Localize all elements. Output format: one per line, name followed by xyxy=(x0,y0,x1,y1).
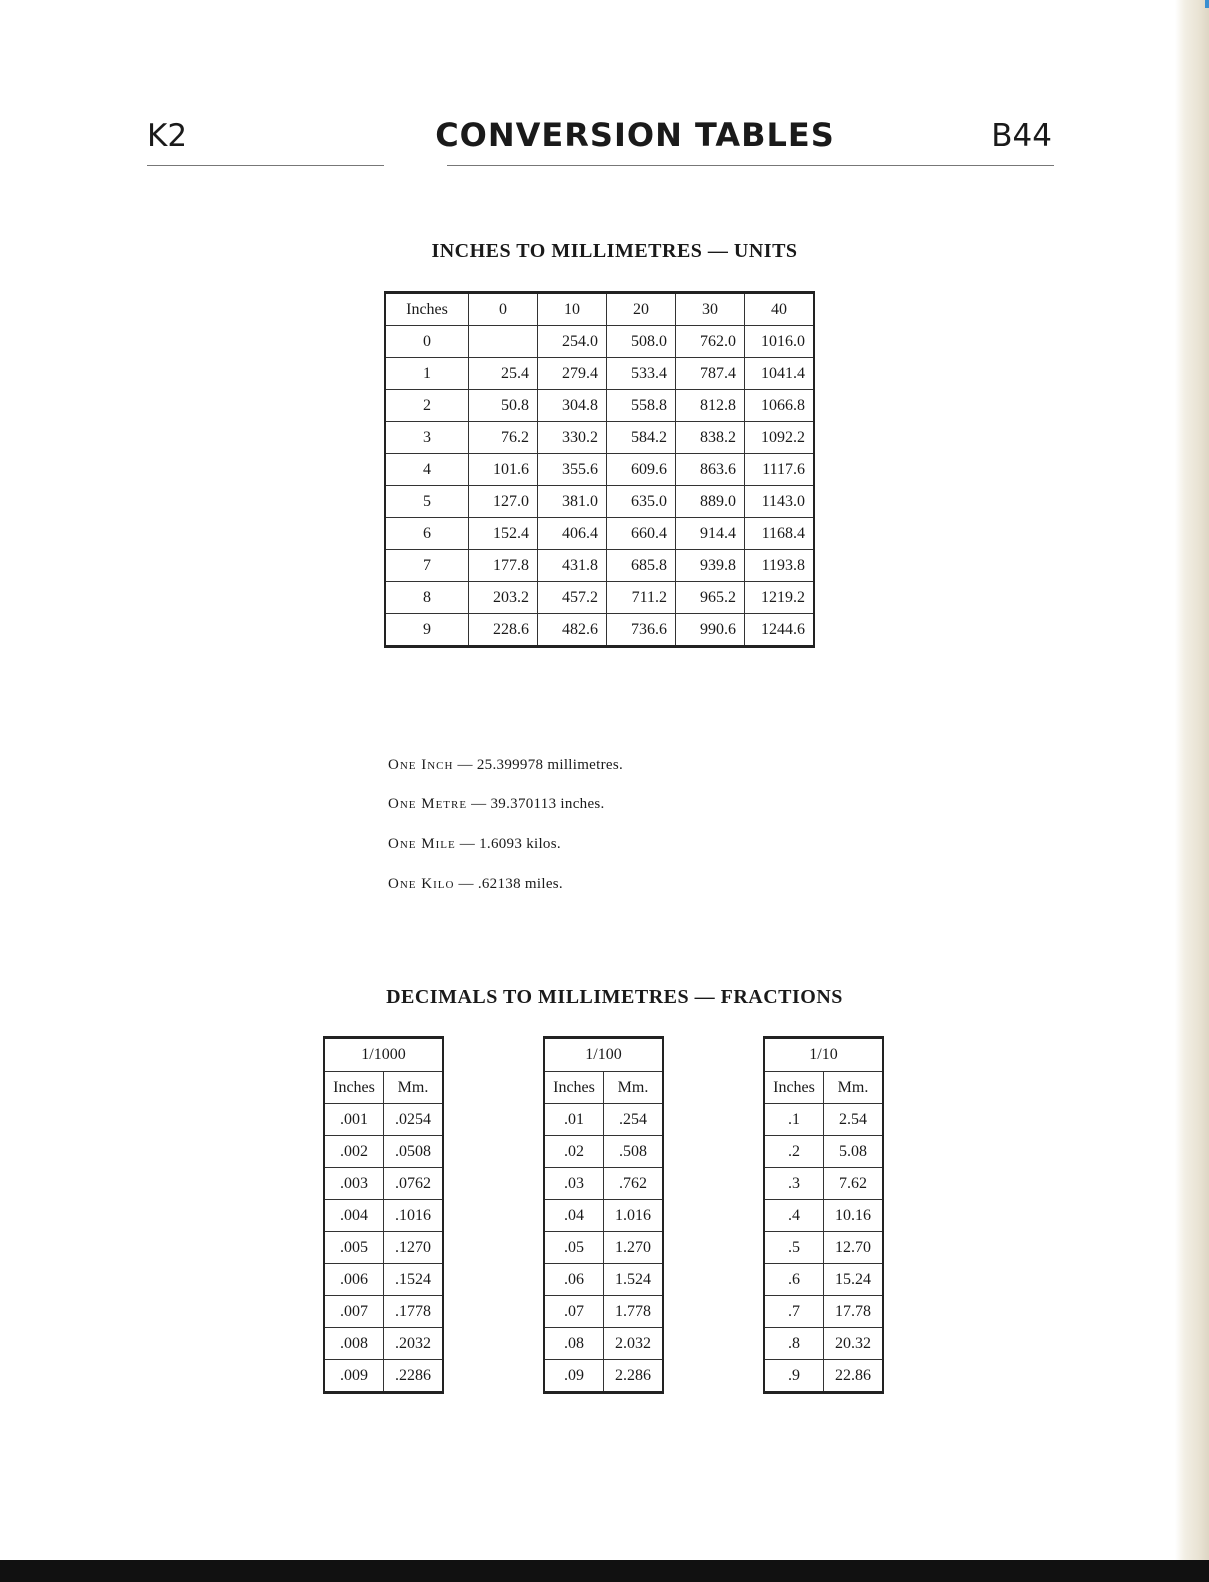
mm-value-cell: 279.4 xyxy=(538,358,607,390)
inches-value: .8 xyxy=(764,1328,824,1360)
table-row xyxy=(544,1136,663,1168)
mm-value: 2.54 xyxy=(824,1104,884,1136)
mm-value-cell: 482.6 xyxy=(538,614,607,647)
mm-value: 2.286 xyxy=(604,1360,664,1393)
mm-value-cell: 355.6 xyxy=(538,454,607,486)
inches-value: .9 xyxy=(764,1360,824,1393)
row-inches-value: 7 xyxy=(385,550,469,582)
table-row xyxy=(544,1328,663,1360)
mm-value: 7.62 xyxy=(824,1168,884,1200)
column-header-mm: Mm. xyxy=(384,1072,444,1104)
table-row xyxy=(385,390,814,422)
mm-value: .0508 xyxy=(384,1136,444,1168)
inches-value: .3 xyxy=(764,1168,824,1200)
mm-value-cell: 508.0 xyxy=(607,326,676,358)
fraction-title-row xyxy=(544,1038,663,1072)
table-row xyxy=(385,422,814,454)
table-row xyxy=(764,1360,883,1393)
mm-value-cell: 787.4 xyxy=(676,358,745,390)
fact-label: One Metre xyxy=(388,796,468,812)
fraction-table xyxy=(763,1036,884,1394)
mm-value: 2.032 xyxy=(604,1328,664,1360)
inches-value: .001 xyxy=(324,1104,384,1136)
table-row xyxy=(764,1296,883,1328)
table-row xyxy=(544,1360,663,1393)
row-inches-value: 2 xyxy=(385,390,469,422)
mm-value-cell: 1219.2 xyxy=(745,582,815,614)
mm-value: 22.86 xyxy=(824,1360,884,1393)
row-inches-value: 6 xyxy=(385,518,469,550)
mm-value-cell: 1066.8 xyxy=(745,390,815,422)
table-row xyxy=(324,1232,443,1264)
mm-value-cell: 152.4 xyxy=(469,518,538,550)
inches-to-mm-table xyxy=(384,291,815,648)
header-rule-right xyxy=(447,165,1054,166)
mm-value: 1.524 xyxy=(604,1264,664,1296)
mm-value-cell: 25.4 xyxy=(469,358,538,390)
mm-value-cell: 381.0 xyxy=(538,486,607,518)
table-row xyxy=(385,326,814,358)
inches-value: .09 xyxy=(544,1360,604,1393)
mm-value-cell: 1041.4 xyxy=(745,358,815,390)
table-header-row xyxy=(764,1072,883,1104)
column-header-inches: Inches xyxy=(544,1072,604,1104)
table-row xyxy=(764,1264,883,1296)
row-inches-value: 5 xyxy=(385,486,469,518)
table-row xyxy=(764,1328,883,1360)
mm-value: .254 xyxy=(604,1104,664,1136)
inches-value: .5 xyxy=(764,1232,824,1264)
table-row xyxy=(324,1296,443,1328)
fraction-table xyxy=(543,1036,664,1394)
scan-bottom-border xyxy=(0,1560,1209,1582)
inches-value: .007 xyxy=(324,1296,384,1328)
mm-value: 12.70 xyxy=(824,1232,884,1264)
inches-value: .08 xyxy=(544,1328,604,1360)
column-header: 40 xyxy=(745,293,815,326)
mm-value: 10.16 xyxy=(824,1200,884,1232)
inches-value: .03 xyxy=(544,1168,604,1200)
fact-value: — .62138 miles. xyxy=(458,876,563,892)
table-row xyxy=(385,486,814,518)
mm-value-cell: 533.4 xyxy=(607,358,676,390)
mm-value: .1016 xyxy=(384,1200,444,1232)
fact-label: One Inch xyxy=(388,757,454,773)
fact-line xyxy=(388,836,561,853)
mm-value: 15.24 xyxy=(824,1264,884,1296)
mm-value-cell: 127.0 xyxy=(469,486,538,518)
fraction-table xyxy=(323,1036,444,1394)
mm-value-cell: 711.2 xyxy=(607,582,676,614)
table-row xyxy=(764,1200,883,1232)
mm-value-cell: 838.2 xyxy=(676,422,745,454)
table-row xyxy=(385,614,814,647)
row-inches-value: 0 xyxy=(385,326,469,358)
decimals-table-title: DECIMALS TO MILLIMETRES — FRACTIONS xyxy=(386,986,843,1008)
page-edge xyxy=(1175,0,1209,1560)
fraction-title-row xyxy=(764,1038,883,1072)
mm-value-cell: 1117.6 xyxy=(745,454,815,486)
mm-value-cell: 304.8 xyxy=(538,390,607,422)
mm-value-cell: 228.6 xyxy=(469,614,538,647)
inches-value: .008 xyxy=(324,1328,384,1360)
table-row xyxy=(324,1360,443,1393)
column-header-inches: Inches xyxy=(764,1072,824,1104)
mm-value-cell: 584.2 xyxy=(607,422,676,454)
table-row xyxy=(385,550,814,582)
mm-value: .1270 xyxy=(384,1232,444,1264)
mm-value-cell: 457.2 xyxy=(538,582,607,614)
table-row xyxy=(544,1104,663,1136)
mm-value-cell: 1143.0 xyxy=(745,486,815,518)
inches-value: .003 xyxy=(324,1168,384,1200)
fraction-table-title: 1/10 xyxy=(764,1038,883,1072)
table-row xyxy=(764,1104,883,1136)
inches-value: .2 xyxy=(764,1136,824,1168)
mm-value-cell: 1016.0 xyxy=(745,326,815,358)
row-inches-value: 1 xyxy=(385,358,469,390)
inches-table-title: INCHES TO MILLIMETRES — UNITS xyxy=(431,240,798,262)
table-row xyxy=(385,358,814,390)
column-header: 30 xyxy=(676,293,745,326)
inches-value: .04 xyxy=(544,1200,604,1232)
fact-line xyxy=(388,876,563,893)
inches-value: .002 xyxy=(324,1136,384,1168)
table-header-row xyxy=(385,293,814,326)
table-row xyxy=(544,1232,663,1264)
mm-value-cell: 1092.2 xyxy=(745,422,815,454)
table-row xyxy=(324,1264,443,1296)
inches-value: .6 xyxy=(764,1264,824,1296)
table-header-row xyxy=(324,1072,443,1104)
row-inches-value: 3 xyxy=(385,422,469,454)
fact-value: — 25.399978 millimetres. xyxy=(457,757,624,773)
mm-value: 1.778 xyxy=(604,1296,664,1328)
mm-value-cell: 50.8 xyxy=(469,390,538,422)
fact-line xyxy=(388,757,623,774)
mm-value-cell: 990.6 xyxy=(676,614,745,647)
mm-value-cell xyxy=(469,326,538,358)
mm-value-cell: 1168.4 xyxy=(745,518,815,550)
fact-line xyxy=(388,796,605,813)
column-header: 0 xyxy=(469,293,538,326)
inches-value: .05 xyxy=(544,1232,604,1264)
mm-value: 1.270 xyxy=(604,1232,664,1264)
mm-value: .2032 xyxy=(384,1328,444,1360)
row-inches-value: 9 xyxy=(385,614,469,647)
table-row xyxy=(324,1168,443,1200)
mm-value: .508 xyxy=(604,1136,664,1168)
page-title: CONVERSION TABLES xyxy=(435,116,835,154)
column-header: 10 xyxy=(538,293,607,326)
mm-value-cell: 330.2 xyxy=(538,422,607,454)
table-row xyxy=(385,582,814,614)
inches-value: .06 xyxy=(544,1264,604,1296)
mm-value-cell: 736.6 xyxy=(607,614,676,647)
table-header-row xyxy=(544,1072,663,1104)
fraction-title-row xyxy=(324,1038,443,1072)
mm-value: .2286 xyxy=(384,1360,444,1393)
row-inches-value: 4 xyxy=(385,454,469,486)
fact-label: One Mile xyxy=(388,836,456,852)
inches-value: .006 xyxy=(324,1264,384,1296)
mm-value: .1524 xyxy=(384,1264,444,1296)
fact-value: — 39.370113 inches. xyxy=(471,796,605,812)
mm-value: .0762 xyxy=(384,1168,444,1200)
column-header: Inches xyxy=(385,293,469,326)
inches-value: .009 xyxy=(324,1360,384,1393)
mm-value-cell: 762.0 xyxy=(676,326,745,358)
table-row xyxy=(764,1168,883,1200)
mm-value-cell: 76.2 xyxy=(469,422,538,454)
table-row xyxy=(544,1200,663,1232)
column-header-mm: Mm. xyxy=(824,1072,884,1104)
mm-value-cell: 660.4 xyxy=(607,518,676,550)
table-row xyxy=(324,1328,443,1360)
column-header-mm: Mm. xyxy=(604,1072,664,1104)
inches-value: .07 xyxy=(544,1296,604,1328)
mm-value-cell: 939.8 xyxy=(676,550,745,582)
fraction-table-title: 1/100 xyxy=(544,1038,663,1072)
mm-value-cell: 635.0 xyxy=(607,486,676,518)
inches-value: .005 xyxy=(324,1232,384,1264)
fact-value: — 1.6093 kilos. xyxy=(459,836,561,852)
mm-value-cell: 889.0 xyxy=(676,486,745,518)
table-row xyxy=(544,1168,663,1200)
mm-value-cell: 406.4 xyxy=(538,518,607,550)
mm-value-cell: 203.2 xyxy=(469,582,538,614)
table-row xyxy=(764,1136,883,1168)
table-row xyxy=(385,454,814,486)
mm-value-cell: 914.4 xyxy=(676,518,745,550)
mm-value: 20.32 xyxy=(824,1328,884,1360)
mm-value-cell: 558.8 xyxy=(607,390,676,422)
inches-value: .4 xyxy=(764,1200,824,1232)
inches-value: .1 xyxy=(764,1104,824,1136)
table-row xyxy=(324,1136,443,1168)
mm-value-cell: 101.6 xyxy=(469,454,538,486)
scan-edge-mark xyxy=(1205,0,1209,8)
mm-value-cell: 812.8 xyxy=(676,390,745,422)
mm-value-cell: 685.8 xyxy=(607,550,676,582)
inches-value: .01 xyxy=(544,1104,604,1136)
inches-value: .7 xyxy=(764,1296,824,1328)
mm-value-cell: 177.8 xyxy=(469,550,538,582)
mm-value: 5.08 xyxy=(824,1136,884,1168)
mm-value: 1.016 xyxy=(604,1200,664,1232)
page-number: B44 xyxy=(991,118,1052,154)
row-inches-value: 8 xyxy=(385,582,469,614)
mm-value-cell: 254.0 xyxy=(538,326,607,358)
mm-value: 17.78 xyxy=(824,1296,884,1328)
fraction-table-title: 1/1000 xyxy=(324,1038,443,1072)
table-row xyxy=(385,518,814,550)
table-row xyxy=(764,1232,883,1264)
mm-value-cell: 431.8 xyxy=(538,550,607,582)
header-rule-left xyxy=(147,165,384,166)
table-row xyxy=(544,1264,663,1296)
mm-value: .762 xyxy=(604,1168,664,1200)
table-row xyxy=(544,1296,663,1328)
inches-value: .004 xyxy=(324,1200,384,1232)
table-row xyxy=(324,1200,443,1232)
mm-value-cell: 609.6 xyxy=(607,454,676,486)
mm-value-cell: 965.2 xyxy=(676,582,745,614)
fact-label: One Kilo xyxy=(388,876,455,892)
table-row xyxy=(324,1104,443,1136)
inches-value: .02 xyxy=(544,1136,604,1168)
mm-value-cell: 1244.6 xyxy=(745,614,815,647)
mm-value: .1778 xyxy=(384,1296,444,1328)
section-code: K2 xyxy=(147,118,188,154)
mm-value-cell: 863.6 xyxy=(676,454,745,486)
column-header: 20 xyxy=(607,293,676,326)
mm-value-cell: 1193.8 xyxy=(745,550,815,582)
column-header-inches: Inches xyxy=(324,1072,384,1104)
mm-value: .0254 xyxy=(384,1104,444,1136)
